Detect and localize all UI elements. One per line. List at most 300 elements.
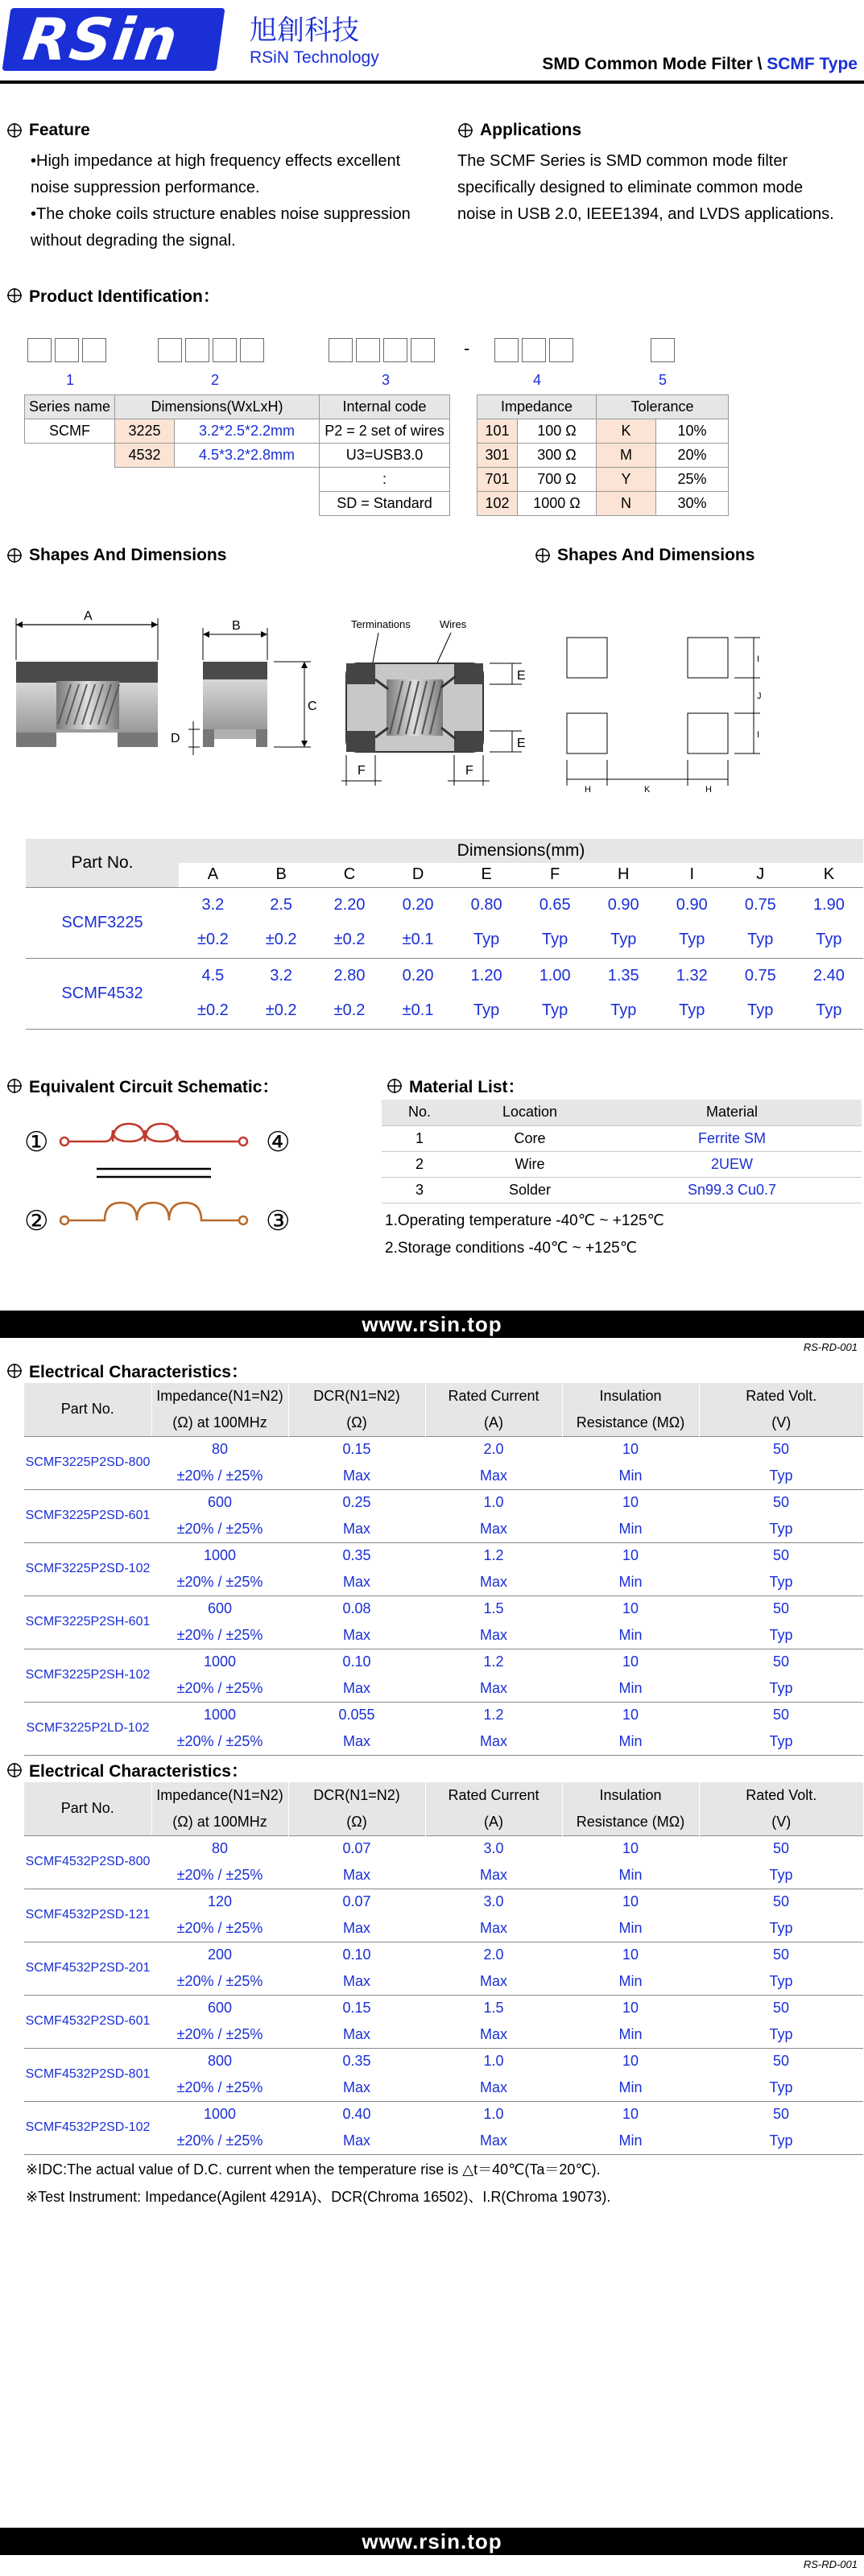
col-impedance: Impedance [477, 395, 597, 419]
applications-header [457, 121, 581, 140]
elec-tolerance: ±20% / ±25% [176, 1919, 263, 1936]
elec-part-no: SCMF4532P2SD-102 [24, 2101, 151, 2154]
code-boxes-3 [329, 338, 435, 362]
dim-tolerance: Typ [542, 1001, 568, 1020]
elec-insulation-min: Min [618, 1520, 643, 1537]
elec-note: ※IDC:The actual value of D.C. current when the temperature rise is △t＝40℃(Ta＝20℃). [26, 2161, 601, 2178]
elec-volt: 50 [772, 1494, 790, 1511]
crosshair-icon [535, 547, 551, 564]
elec-header: Impedance(N1=N2) [151, 1782, 288, 1809]
label-B: B [232, 619, 241, 633]
material-header [387, 1074, 525, 1098]
dim-tolerance: Typ [816, 931, 842, 949]
col-dims: Dimensions(WxLxH) [115, 395, 320, 419]
dim-tolerance: ±0.1 [402, 931, 434, 949]
elec-current: 1.5 [483, 1600, 504, 1617]
elec2-header [6, 1758, 248, 1782]
dim-col-header: C [343, 865, 356, 884]
elec-current-max: Max [479, 2079, 507, 2095]
elec-current-max: Max [479, 1520, 507, 1537]
code-boxes-1 [27, 338, 106, 362]
dim-value: 3.2 [270, 966, 293, 985]
label-E: E [517, 669, 526, 683]
mat-col-location: Location [457, 1100, 602, 1125]
tol-value: 10% [656, 419, 729, 444]
label-wires: Wires [440, 618, 467, 630]
elec-current: 1.2 [483, 1547, 504, 1564]
elec-insulation-min: Min [618, 1573, 643, 1590]
dim-tolerance: ±0.2 [333, 1001, 366, 1020]
dim-col-header: B [275, 865, 287, 884]
crosshair-icon [6, 287, 23, 303]
mat-no: 2 [382, 1151, 457, 1177]
code-boxes-4 [494, 338, 573, 362]
dims-code: 3225 [115, 419, 175, 444]
crosshair-icon [6, 1762, 23, 1778]
elec-current-max: Max [479, 1919, 507, 1936]
elec-part-no: SCMF4532P2SD-121 [24, 1889, 151, 1942]
elec-volt-typ: Typ [769, 1573, 793, 1590]
elec-tolerance: ±20% / ±25% [176, 2132, 263, 2149]
elec-current: 3.0 [483, 1840, 504, 1857]
dim-value: 0.20 [402, 966, 434, 985]
coil-bottom [60, 1203, 247, 1224]
elec-dcr-max: Max [342, 1732, 370, 1749]
elec-header: DCR(N1=N2) [288, 1782, 425, 1809]
mat-material: Sn99.3 Cu0.7 [602, 1177, 862, 1203]
elec-current: 1.2 [483, 1707, 504, 1724]
elec-impedance: 600 [207, 1494, 233, 1511]
part-no-header: Part No. [71, 852, 134, 872]
label-H2: H [705, 785, 712, 795]
elec-impedance: 200 [207, 1946, 233, 1963]
elec-subheader: (Ω) [288, 1410, 425, 1436]
dim-part-no: SCMF3225 [26, 887, 179, 958]
elec-current: 1.5 [483, 2000, 504, 2017]
elec-current-max: Max [479, 1467, 507, 1484]
tol-value: 30% [656, 492, 729, 516]
code-boxes-2 [158, 338, 264, 362]
elec-tolerance: ±20% / ±25% [176, 1866, 263, 1883]
elec-current: 1.2 [483, 1653, 504, 1670]
shapes-header-left [6, 546, 226, 565]
mat-location: Solder [457, 1177, 602, 1203]
footer-code: RS-RD-001 [803, 1341, 858, 1353]
elec-header: Part No. [24, 1383, 151, 1436]
land-pattern [567, 638, 762, 795]
elec-dcr-max: Max [342, 2025, 370, 2042]
elec-current: 2.0 [483, 1441, 504, 1458]
elec-current: 1.0 [483, 2106, 504, 2123]
elec-subheader: (V) [699, 1809, 863, 1835]
shapes-diagram [0, 596, 864, 805]
dim-col-header: I [689, 865, 695, 884]
elec-current: 1.0 [483, 1494, 504, 1511]
elec-dcr-max: Max [342, 1679, 370, 1696]
elec-current-max: Max [479, 2025, 507, 2042]
elec-dcr-max: Max [342, 1626, 370, 1643]
mat-col-no: No. [382, 1100, 457, 1125]
elec-current-max: Max [479, 1972, 507, 1989]
series-cell: SCMF [25, 419, 115, 444]
id-number: 2 [211, 372, 220, 388]
label-H: H [585, 785, 591, 795]
elec-dcr: 0.08 [342, 1600, 371, 1617]
label-F2: F [465, 764, 473, 778]
elec-header: Rated Current [425, 1383, 562, 1410]
mat-material: Ferrite SM [602, 1125, 862, 1151]
feature-line: •High impedance at high frequency effects excellent [31, 152, 401, 170]
elec-tolerance: ±20% / ±25% [176, 1467, 263, 1484]
elec-impedance: 600 [207, 2000, 233, 2017]
label-D: D [171, 732, 180, 745]
coil-top [60, 1124, 247, 1146]
elec-header: Part No. [24, 1782, 151, 1835]
footer-code: RS-RD-001 [803, 2558, 858, 2570]
electrical-table-2 [24, 1782, 863, 2155]
elec-insulation: 10 [622, 2000, 639, 2017]
elec-note: ※Test Instrument: Impedance(Agilent 4291A)、DCR(Chroma 16502)、I.R(Chroma 19073). [26, 2189, 611, 2205]
elec-part-no: SCMF3225P2SH-102 [24, 1649, 151, 1702]
dim-value: 2.40 [812, 966, 845, 985]
elec-volt-typ: Typ [769, 1520, 793, 1537]
elec1-title: Electrical Characteristics： [29, 1363, 248, 1381]
elec-dcr: 0.40 [342, 2106, 371, 2123]
elec-volt-typ: Typ [769, 2079, 793, 2095]
electrical-table-1 [24, 1383, 863, 1756]
dims-value: 3.2*2.5*2.2mm [175, 419, 320, 444]
material-notes [385, 1208, 664, 1262]
dim-part-no: SCMF4532 [26, 958, 179, 1029]
elec-insulation: 10 [622, 1441, 639, 1458]
company-en: RSiN Technology [250, 48, 379, 67]
circuit-schematic [24, 1119, 298, 1248]
elec-volt-typ: Typ [769, 1626, 793, 1643]
internal-cell: : [320, 468, 450, 492]
mat-no: 1 [382, 1125, 457, 1151]
elec-tolerance: ±20% / ±25% [176, 1972, 263, 1989]
elec-volt-typ: Typ [769, 1866, 793, 1883]
elec-insulation: 10 [622, 1547, 639, 1564]
dim-tolerance: Typ [747, 931, 774, 949]
col-tolerance: Tolerance [597, 395, 729, 419]
shapes-header-right [535, 546, 754, 565]
label-K: K [644, 785, 651, 795]
tol-code: Y [597, 468, 656, 492]
elec-insulation-min: Min [618, 1467, 643, 1484]
elec-dcr: 0.07 [342, 1893, 371, 1910]
mat-no: 3 [382, 1177, 457, 1203]
imp-value: 1000 Ω [518, 492, 597, 516]
pin-3: ③ [266, 1205, 291, 1237]
code-boxes-5 [651, 338, 675, 362]
dim-value: 1.32 [676, 966, 708, 985]
elec-subheader: (A) [425, 1410, 562, 1436]
elec-notes [26, 2156, 610, 2211]
dim-value: 0.90 [607, 895, 639, 914]
elec-dcr: 0.055 [338, 1707, 375, 1724]
dim-col-header: F [550, 865, 560, 884]
elec-current: 2.0 [483, 1946, 504, 1963]
dim-value: 0.65 [539, 895, 571, 914]
elec-current-max: Max [479, 2132, 507, 2149]
elec-insulation-min: Min [618, 1866, 643, 1883]
footer-bar [0, 1311, 864, 1338]
elec-dcr-max: Max [342, 1573, 370, 1590]
elec-subheader: Resistance (MΩ) [562, 1809, 699, 1835]
imp-code: 301 [477, 444, 518, 468]
feature-line: •The choke coils structure enables noise suppression [31, 205, 411, 223]
elec-insulation: 10 [622, 1494, 639, 1511]
col-internal: Internal code [320, 395, 450, 419]
applications-line: noise in USB 2.0, IEEE1394, and LVDS applications. [457, 205, 834, 223]
doc-type: SCMF Type [767, 55, 858, 73]
dim-col-header: K [823, 865, 835, 884]
applications-title: Applications [480, 121, 582, 139]
elec-tolerance: ±20% / ±25% [176, 1520, 263, 1537]
elec-volt: 50 [772, 2106, 790, 2123]
elec-dcr: 0.35 [342, 1547, 371, 1564]
dim-tolerance: Typ [542, 931, 568, 949]
elec-volt-typ: Typ [769, 1732, 793, 1749]
elec-subheader: (Ω) at 100MHz [151, 1809, 288, 1835]
col-series: Series name [25, 395, 115, 419]
elec-volt: 50 [772, 2000, 790, 2017]
logo-text: RSin [19, 6, 184, 73]
dim-tolerance: ±0.1 [402, 1001, 434, 1020]
doc-title [542, 55, 858, 74]
dim-tolerance: Typ [747, 1001, 774, 1020]
tol-code: N [597, 492, 656, 516]
elec2-title: Electrical Characteristics： [29, 1762, 248, 1781]
dim-col-header: H [617, 865, 630, 884]
product-id-table-left [24, 394, 450, 516]
elec-insulation: 10 [622, 1707, 639, 1724]
elec-tolerance: ±20% / ±25% [176, 1573, 263, 1590]
label-J: J [757, 691, 762, 701]
elec-current-max: Max [479, 1732, 507, 1749]
label-A: A [84, 609, 93, 623]
elec-insulation: 10 [622, 1840, 639, 1857]
elec-part-no: SCMF4532P2SD-801 [24, 2048, 151, 2101]
elec-dcr-max: Max [342, 1520, 370, 1537]
elec-dcr-max: Max [342, 1972, 370, 1989]
dim-value: 0.90 [676, 895, 708, 914]
elec-subheader: (Ω) [288, 1809, 425, 1835]
elec-current-max: Max [479, 1679, 507, 1696]
pin-1: ① [24, 1126, 49, 1158]
dim-value: 0.75 [744, 895, 776, 914]
elec-volt-typ: Typ [769, 2025, 793, 2042]
dims-value: 4.5*3.2*2.8mm [175, 444, 320, 468]
elec-impedance: 1000 [203, 1707, 237, 1724]
dim-value: 1.90 [812, 895, 845, 914]
elec-part-no: SCMF3225P2SH-601 [24, 1596, 151, 1649]
elec-volt: 50 [772, 1840, 790, 1857]
elec-dcr-max: Max [342, 1919, 370, 1936]
dim-tolerance: Typ [610, 931, 637, 949]
dim-tolerance: Typ [679, 1001, 705, 1020]
top-view [341, 618, 526, 786]
elec-subheader: (A) [425, 1809, 562, 1835]
elec-impedance: 1000 [203, 1653, 237, 1670]
elec-dcr: 0.25 [342, 1494, 371, 1511]
side-view [16, 609, 158, 747]
elec-tolerance: ±20% / ±25% [176, 1679, 263, 1696]
elec1-header [6, 1359, 248, 1383]
imp-value: 100 Ω [518, 419, 597, 444]
company-cn: 旭創科技 [250, 14, 359, 47]
elec-dcr-max: Max [342, 2079, 370, 2095]
dim-value: 3.2 [201, 895, 225, 914]
label-E2: E [517, 737, 526, 750]
elec-volt-typ: Typ [769, 1972, 793, 1989]
elec-impedance: 1000 [203, 2106, 237, 2123]
id-number: 4 [533, 372, 542, 388]
crosshair-icon [6, 1363, 23, 1379]
elec-current: 3.0 [483, 1893, 504, 1910]
feature-title: Feature [29, 121, 90, 139]
elec-insulation-min: Min [618, 1919, 643, 1936]
circuit-header [6, 1074, 279, 1098]
applications-line: The SCMF Series is SMD common mode filter [457, 152, 788, 170]
elec-current-max: Max [479, 1573, 507, 1590]
label-I: I [757, 654, 760, 664]
elec-volt: 50 [772, 1946, 790, 1963]
label-F: F [358, 764, 366, 778]
elec-volt: 50 [772, 1600, 790, 1617]
label-C: C [308, 700, 317, 713]
dim-col-header: A [207, 865, 219, 884]
dim-value: 2.80 [333, 966, 366, 985]
mat-location: Core [457, 1125, 602, 1151]
dims-code: 4532 [115, 444, 175, 468]
elec-current-max: Max [479, 1866, 507, 1883]
label-I2: I [757, 730, 760, 740]
elec-header: Insulation [562, 1383, 699, 1410]
tol-value: 20% [656, 444, 729, 468]
dim-tolerance: ±0.2 [333, 931, 366, 949]
imp-value: 300 Ω [518, 444, 597, 468]
elec-dcr: 0.10 [342, 1653, 371, 1670]
elec-impedance: 1000 [203, 1547, 237, 1564]
product-id-table-right [477, 394, 729, 516]
dim-value: 0.20 [402, 895, 434, 914]
footer-bar-2 [0, 2528, 864, 2555]
elec-dcr: 0.07 [342, 1840, 371, 1857]
tol-value: 25% [656, 468, 729, 492]
elec-current-max: Max [479, 1626, 507, 1643]
elec-impedance: 120 [207, 1893, 233, 1910]
elec-dcr: 0.15 [342, 1441, 371, 1458]
internal-cell: SD = Standard [320, 492, 450, 516]
dim-col-header: J [756, 865, 765, 884]
dim-value: 2.20 [333, 895, 366, 914]
elec-insulation: 10 [622, 1600, 639, 1617]
shapes-title-left: Shapes And Dimensions [29, 546, 227, 564]
mat-col-material: Material [602, 1100, 862, 1125]
internal-cell: U3=USB3.0 [320, 444, 450, 468]
dim-tolerance: ±0.2 [196, 1001, 229, 1020]
shapes-title-right: Shapes And Dimensions [557, 546, 755, 564]
tol-code: M [597, 444, 656, 468]
elec-insulation-min: Min [618, 1626, 643, 1643]
elec-part-no: SCMF4532P2SD-800 [24, 1835, 151, 1889]
material-note: 2.Storage conditions -40℃ ~ +125℃ [385, 1240, 638, 1257]
elec-impedance: 600 [207, 1600, 233, 1617]
elec-insulation-min: Min [618, 1972, 643, 1989]
elec-tolerance: ±20% / ±25% [176, 2025, 263, 2042]
dim-value: 0.80 [470, 895, 502, 914]
dim-value: 1.35 [607, 966, 639, 985]
label-terminations: Terminations [351, 618, 411, 630]
elec-insulation-min: Min [618, 2025, 643, 2042]
mat-location: Wire [457, 1151, 602, 1177]
elec-dcr: 0.35 [342, 2053, 371, 2070]
elec-subheader: (Ω) at 100MHz [151, 1410, 288, 1436]
imp-code: 701 [477, 468, 518, 492]
crosshair-icon [6, 1078, 23, 1094]
material-note: 1.Operating temperature -40℃ ~ +125℃ [385, 1212, 664, 1229]
elec-impedance: 80 [211, 1840, 229, 1857]
elec-tolerance: ±20% / ±25% [176, 2079, 263, 2095]
pin-2: ② [24, 1205, 49, 1237]
circuit-title: Equivalent Circuit Schematic： [29, 1078, 279, 1096]
header-rule [0, 80, 864, 84]
dim-value: 4.5 [201, 966, 225, 985]
dim-value: 1.00 [539, 966, 571, 985]
elec-insulation: 10 [622, 1946, 639, 1963]
dim-col-header: E [481, 865, 492, 884]
pin-4: ④ [266, 1126, 291, 1158]
elec-header: Rated Volt. [699, 1782, 863, 1809]
dim-value: 0.75 [744, 966, 776, 985]
elec-volt: 50 [772, 1653, 790, 1670]
feature-line: without degrading the signal. [31, 232, 236, 250]
feature-line: noise suppression performance. [31, 179, 260, 196]
material-title: Material List： [409, 1078, 525, 1096]
elec-insulation-min: Min [618, 1732, 643, 1749]
elec-dcr-max: Max [342, 2132, 370, 2149]
elec-insulation: 10 [622, 1893, 639, 1910]
feature-text [31, 148, 411, 254]
elec-insulation: 10 [622, 2053, 639, 2070]
crosshair-icon [6, 122, 23, 138]
id-number: 3 [382, 372, 391, 388]
dim-tolerance: Typ [816, 1001, 842, 1020]
front-view [171, 619, 317, 755]
dim-value: 2.5 [270, 895, 293, 914]
dimensions-table [26, 839, 863, 1030]
elec-insulation-min: Min [618, 2132, 643, 2149]
dim-tolerance: ±0.2 [196, 931, 229, 949]
mat-material: 2UEW [602, 1151, 862, 1177]
elec-header: Rated Current [425, 1782, 562, 1809]
product-id-title: Product Identification： [29, 287, 220, 306]
elec-tolerance: ±20% / ±25% [176, 1626, 263, 1643]
elec-dcr: 0.15 [342, 2000, 371, 2017]
elec-part-no: SCMF4532P2SD-601 [24, 1995, 151, 2048]
dim-tolerance: Typ [679, 931, 705, 949]
elec-volt: 50 [772, 1547, 790, 1564]
elec-volt: 50 [772, 1707, 790, 1724]
dim-tolerance: ±0.2 [265, 1001, 297, 1020]
feature-header [6, 121, 90, 140]
dim-tolerance: Typ [610, 1001, 637, 1020]
elec-insulation: 10 [622, 2106, 639, 2123]
elec-header: Rated Volt. [699, 1383, 863, 1410]
elec-subheader: Resistance (MΩ) [562, 1410, 699, 1436]
